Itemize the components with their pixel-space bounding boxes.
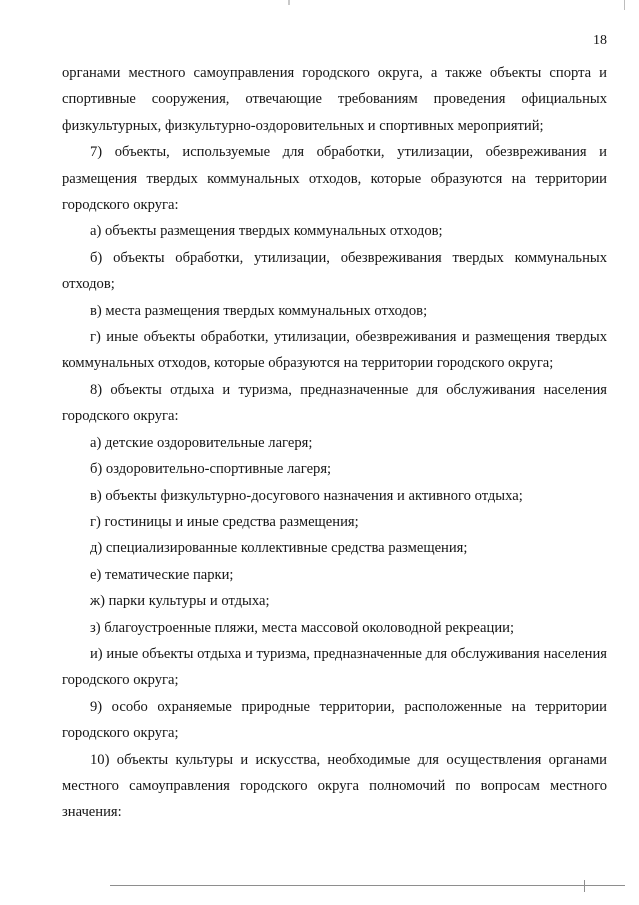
scan-artifact-top	[288, 0, 290, 5]
paragraph-item-8b: б) оздоровительно-спортивные лагеря;	[90, 461, 332, 478]
paragraph-item-8v: в) объекты физкультурно-досугового назначения и активного отдыха;	[90, 487, 523, 504]
paragraph-item-7g: г) иные объекты обработки, утилизации, обезвреживания и размещения твердых коммунальных отходов, которые образуются на территории городского округа;	[62, 329, 607, 372]
paragraph-item-7: 7) объекты, используемые для обработки, утилизации, обезвреживания и размещения твердых коммунальных отходов, которые образуются на территории городского округа:	[62, 144, 607, 214]
paragraph-item-8a: а) детские оздоровительные лагеря;	[90, 434, 313, 451]
document-body	[62, 60, 607, 826]
scan-artifact-right	[624, 0, 625, 10]
paragraph-item-7b: б) объекты обработки, утилизации, обезвреживания твердых коммунальных отходов;	[62, 249, 607, 293]
paragraph-item-7a: а) объекты размещения твердых коммунальных отходов;	[90, 223, 443, 240]
paragraph-item-8z: з) благоустроенные пляжи, места массовой околоводной рекреации;	[90, 619, 514, 636]
paragraph-item-7v: в) места размещения твердых коммунальных отходов;	[90, 302, 428, 319]
paragraph-item-8d: д) специализированные коллективные средства размещения;	[90, 540, 468, 557]
paragraph-item-8e: е) тематические парки;	[90, 566, 234, 583]
paragraph-item-9: 9) особо охраняемые природные территории, расположенные на территории городского округа;	[62, 698, 607, 742]
paragraph-item-10: 10) объекты культуры и искусства, необходимые для осуществления органами местного самоуправления городского округа полномочий по вопросам местного значения:	[62, 751, 607, 821]
paragraph-continuation: органами местного самоуправления городского округа, а также объекты спорта и спортивные сооружения, отвечающие требованиям проведения официальных физкультурных, физкультурно-оздоровительных и спортивных мероприятий;	[62, 65, 607, 134]
paragraph-item-8g: г) гостиницы и иные средства размещения;	[90, 513, 359, 530]
scan-artifact-bottom-tick	[584, 880, 585, 892]
paragraph-item-8zh: ж) парки культуры и отдыха;	[90, 593, 270, 610]
scan-artifact-bottom-line	[110, 885, 625, 886]
paragraph-item-8i: и) иные объекты отдыха и туризма, предназначенные для обслуживания населения городского округа;	[62, 645, 607, 689]
page-number: 18	[593, 33, 607, 48]
paragraph-item-8: 8) объекты отдыха и туризма, предназначенные для обслуживания населения городского округа:	[62, 381, 607, 425]
